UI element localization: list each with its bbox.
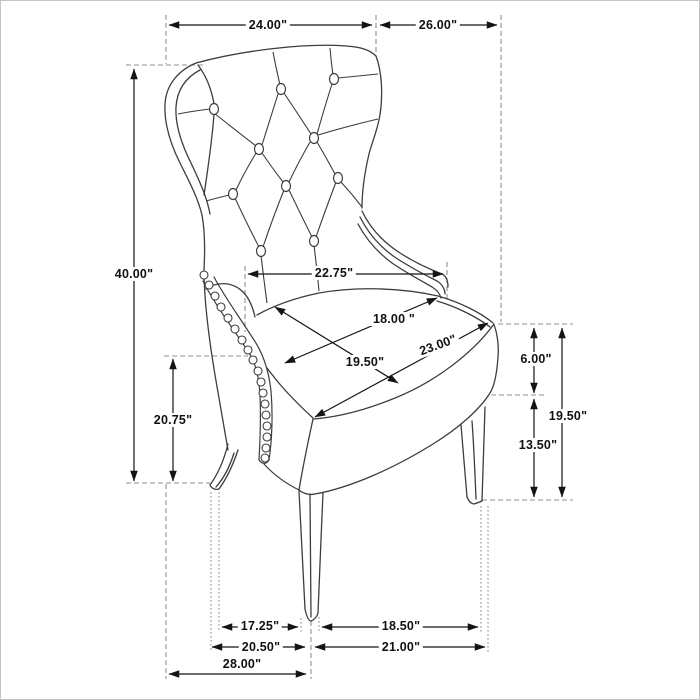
dim-label-back-width: 24.00"	[246, 18, 290, 32]
seat	[206, 284, 498, 495]
dim-label-base-width: 20.50"	[239, 640, 283, 654]
dim-label-overall-depth: 26.00"	[416, 18, 460, 32]
dim-label-leg-height: 13.50"	[516, 438, 560, 452]
right-arm	[358, 211, 448, 298]
chair-back	[165, 45, 382, 450]
dim-label-seat-height: 19.50"	[546, 409, 590, 423]
dim-label-footprint-depth: 28.00"	[222, 657, 262, 671]
dim-label-seat-back-width: 22.75"	[312, 266, 356, 280]
dim-label-overall-height: 40.00"	[112, 267, 156, 281]
chair-legs	[210, 407, 485, 621]
dim-label-leg-gap-back: 17.25"	[238, 619, 282, 633]
dim-label-leg-gap-side: 18.50"	[379, 619, 423, 633]
dim-label-seat-depth: 18.00 "	[370, 312, 418, 326]
extension-lines	[126, 15, 573, 679]
dim-label-seat-thickness: 6.00"	[517, 352, 554, 366]
dim-label-seat-diagonal: 23.00"	[415, 331, 462, 359]
dim-label-arm-height: 20.75"	[151, 413, 195, 427]
dim-label-seat-width: 19.50"	[343, 355, 387, 369]
chair-drawing	[1, 1, 699, 699]
dim-label-base-depth: 21.00"	[379, 640, 423, 654]
